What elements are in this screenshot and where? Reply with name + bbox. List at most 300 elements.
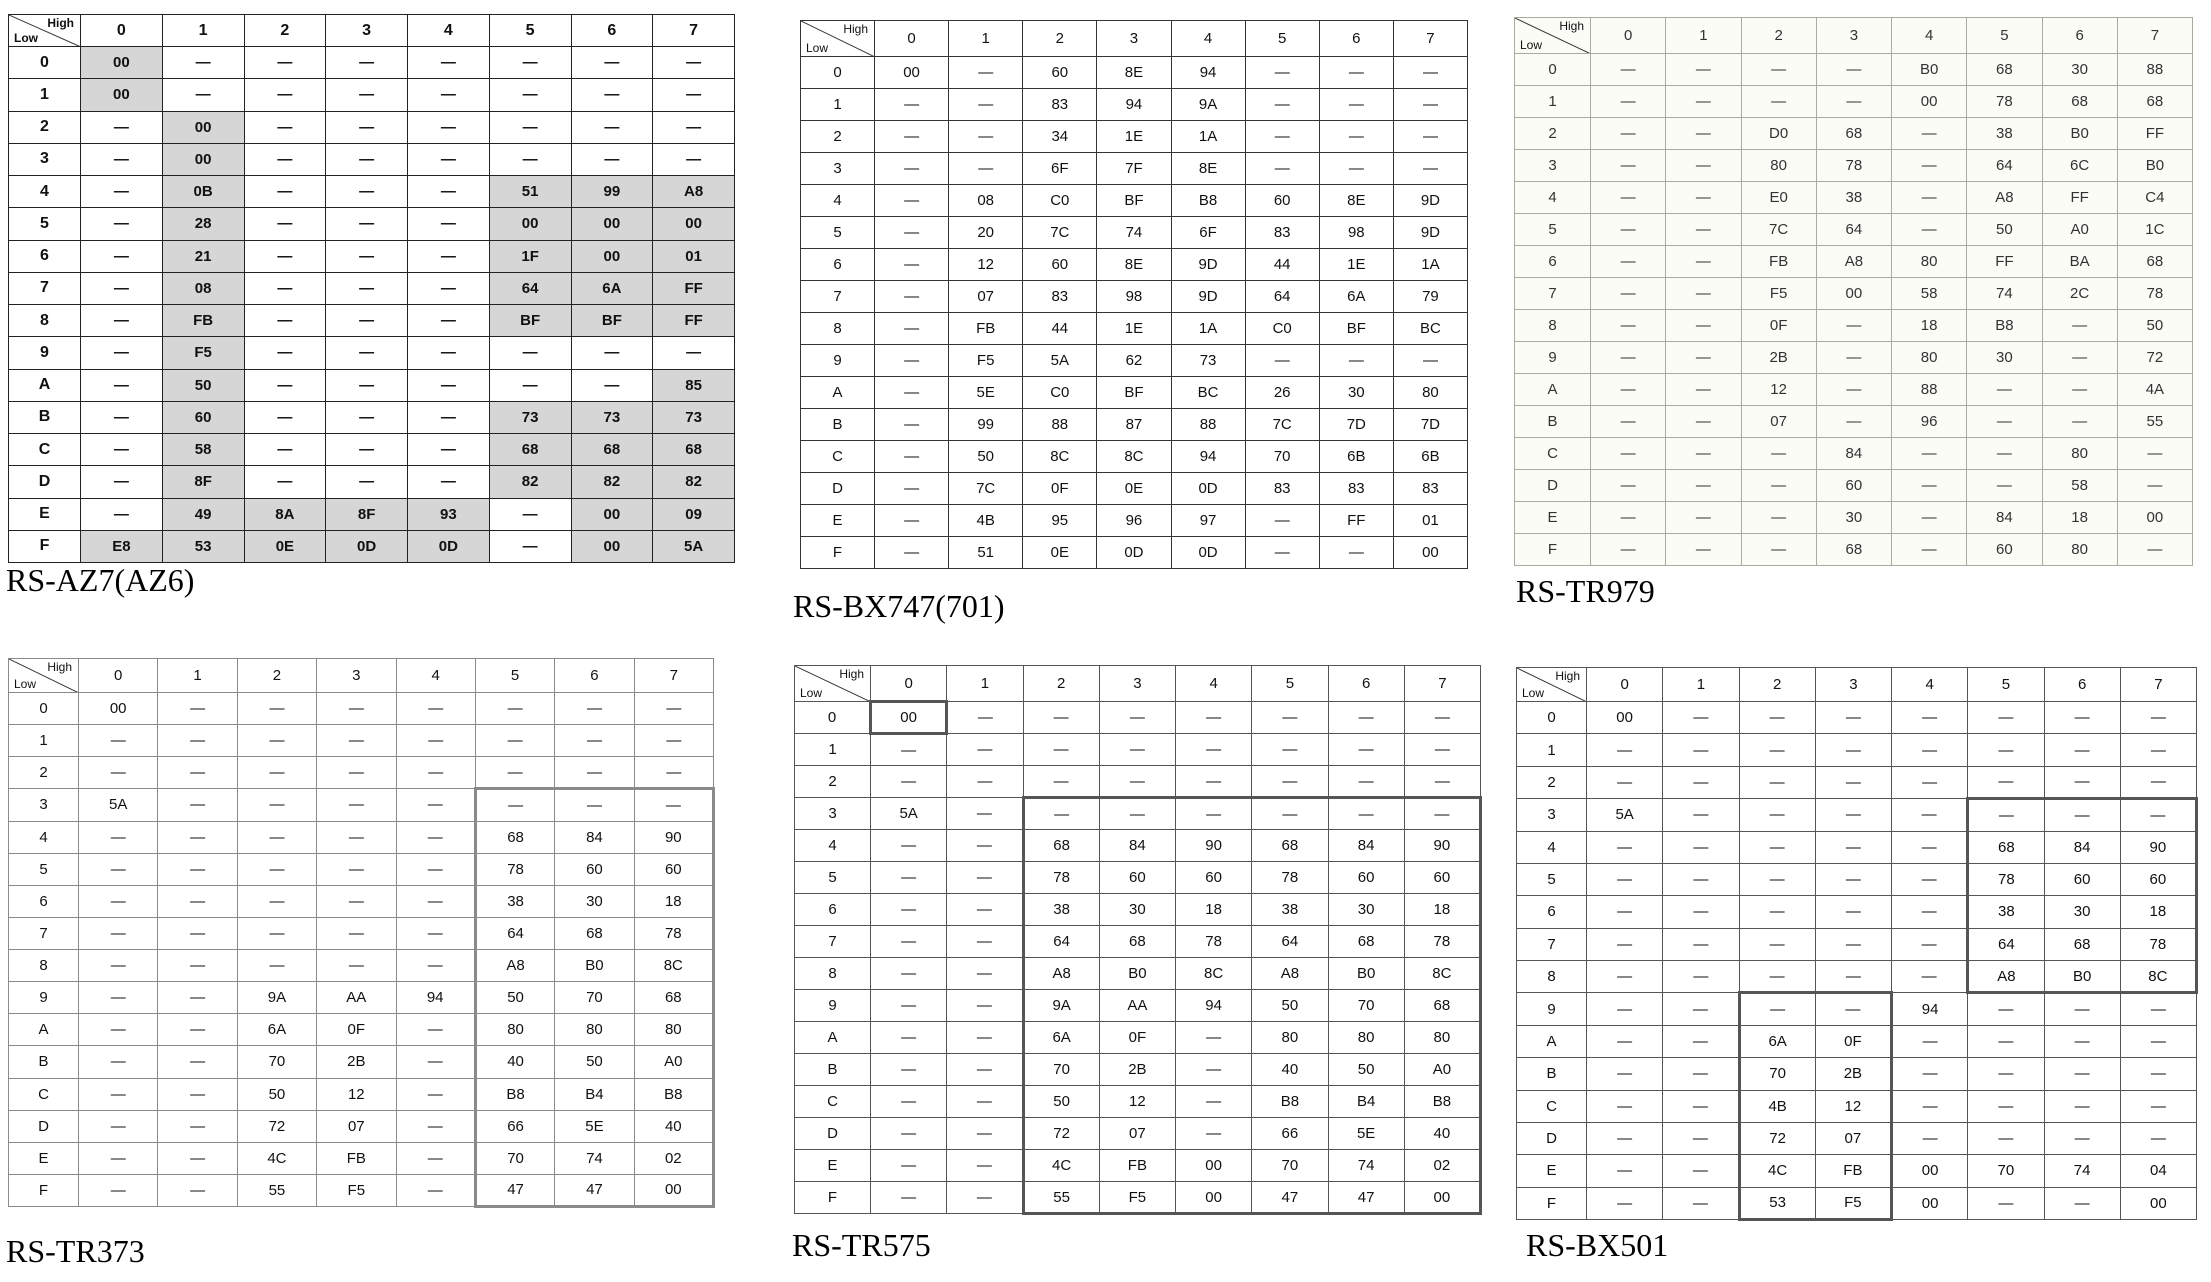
cell: — bbox=[81, 401, 163, 433]
cell: 50 bbox=[1967, 214, 2042, 246]
cell: — bbox=[947, 894, 1023, 926]
row-header-3: 3 bbox=[1515, 150, 1591, 182]
cell: 68 bbox=[653, 434, 735, 466]
cell: — bbox=[1663, 702, 1739, 734]
table-row bbox=[1515, 278, 2193, 310]
cell: 70 bbox=[1328, 990, 1404, 1022]
row-header-4: 4 bbox=[9, 176, 81, 208]
column-header-1: 1 bbox=[1666, 18, 1741, 54]
cell: — bbox=[875, 441, 949, 473]
cell: 98 bbox=[1097, 281, 1171, 313]
cell: — bbox=[1892, 534, 1967, 566]
cell: 40 bbox=[475, 1046, 554, 1078]
row-header-2: 2 bbox=[795, 766, 871, 798]
table-row bbox=[795, 1150, 1481, 1182]
cell: 00 bbox=[2117, 502, 2192, 534]
cell: 00 bbox=[79, 693, 158, 725]
table-row bbox=[1517, 1155, 2197, 1187]
cell: 60 bbox=[1816, 470, 1891, 502]
row-header-D: D bbox=[9, 1110, 79, 1142]
cell: — bbox=[326, 466, 408, 498]
table-row bbox=[1515, 150, 2193, 182]
cell: — bbox=[1319, 57, 1393, 89]
cell: — bbox=[1815, 734, 1891, 766]
table-panel-rs-tr373 bbox=[8, 658, 715, 1208]
cell: — bbox=[79, 917, 158, 949]
table-row bbox=[795, 1022, 1481, 1054]
cell: — bbox=[1023, 702, 1099, 734]
cell: AA bbox=[317, 982, 396, 1014]
cell: — bbox=[871, 894, 947, 926]
row-header-1: 1 bbox=[1517, 734, 1587, 766]
cell: 7D bbox=[1393, 409, 1467, 441]
cell: — bbox=[1815, 831, 1891, 863]
cell: 88 bbox=[1171, 409, 1245, 441]
cell: 21 bbox=[162, 240, 244, 272]
column-header-0: 0 bbox=[1591, 18, 1666, 54]
cell: — bbox=[81, 240, 163, 272]
cell: — bbox=[871, 1182, 947, 1214]
row-header-F: F bbox=[9, 530, 81, 562]
cell: 8E bbox=[1097, 57, 1171, 89]
cell: 44 bbox=[1023, 313, 1097, 345]
cell: B8 bbox=[1171, 185, 1245, 217]
cell: — bbox=[1968, 1187, 2044, 1219]
cell: 2B bbox=[1741, 342, 1816, 374]
cell: — bbox=[571, 369, 653, 401]
cell: — bbox=[1968, 734, 2044, 766]
cell: A0 bbox=[1404, 1054, 1480, 1086]
cell: 78 bbox=[1816, 150, 1891, 182]
cell: — bbox=[1815, 863, 1891, 895]
table-row bbox=[9, 530, 735, 562]
cell: BC bbox=[1393, 313, 1467, 345]
cell: — bbox=[1741, 502, 1816, 534]
cell: — bbox=[408, 79, 490, 111]
cell: — bbox=[949, 153, 1023, 185]
table-row bbox=[801, 185, 1468, 217]
cell: 64 bbox=[1816, 214, 1891, 246]
cell: 08 bbox=[949, 185, 1023, 217]
cell: — bbox=[653, 337, 735, 369]
cell: — bbox=[1892, 214, 1967, 246]
cell: — bbox=[244, 143, 326, 175]
row-header-C: C bbox=[801, 441, 875, 473]
cell: 18 bbox=[634, 885, 713, 917]
cell: — bbox=[326, 434, 408, 466]
cell: — bbox=[396, 885, 475, 917]
cell: — bbox=[1176, 1054, 1252, 1086]
cell: — bbox=[1591, 54, 1666, 86]
cell: — bbox=[1739, 961, 1815, 993]
cell: 70 bbox=[1968, 1155, 2044, 1187]
header-high-label: High bbox=[843, 22, 868, 36]
table-row bbox=[1515, 54, 2193, 86]
cell: — bbox=[158, 853, 237, 885]
row-header-7: 7 bbox=[1517, 928, 1587, 960]
row-header-8: 8 bbox=[9, 950, 79, 982]
row-header-6: 6 bbox=[1515, 246, 1591, 278]
column-header-2: 2 bbox=[1739, 668, 1815, 702]
cell: 64 bbox=[489, 272, 571, 304]
cell: 80 bbox=[555, 1014, 634, 1046]
cell: 7D bbox=[1319, 409, 1393, 441]
table-row bbox=[1517, 1122, 2197, 1154]
cell: — bbox=[2044, 1122, 2120, 1154]
cell: 74 bbox=[2044, 1155, 2120, 1187]
caption-rs-tr979: RS-TR979 bbox=[1516, 573, 1655, 609]
header-corner bbox=[9, 15, 81, 47]
cell: — bbox=[1666, 502, 1741, 534]
cell: A8 bbox=[475, 950, 554, 982]
cell: 83 bbox=[1393, 473, 1467, 505]
cell: — bbox=[1252, 766, 1328, 798]
row-header-0: 0 bbox=[9, 47, 81, 79]
cell: 53 bbox=[162, 530, 244, 562]
cell: 50 bbox=[555, 1046, 634, 1078]
cell: — bbox=[79, 821, 158, 853]
cell: — bbox=[326, 305, 408, 337]
cell: 51 bbox=[949, 537, 1023, 569]
cell: — bbox=[1587, 1025, 1663, 1057]
cell: 60 bbox=[1967, 534, 2042, 566]
cell: — bbox=[947, 1086, 1023, 1118]
cell: 02 bbox=[634, 1142, 713, 1174]
row-header-7: 7 bbox=[795, 926, 871, 958]
cell: 0D bbox=[1097, 537, 1171, 569]
cell: 38 bbox=[1252, 894, 1328, 926]
cell: — bbox=[949, 121, 1023, 153]
cell: 47 bbox=[1328, 1182, 1404, 1214]
cell: 73 bbox=[1171, 345, 1245, 377]
cell: — bbox=[326, 143, 408, 175]
column-header-3: 3 bbox=[326, 15, 408, 47]
cell: 00 bbox=[1176, 1150, 1252, 1182]
cell: — bbox=[1319, 537, 1393, 569]
cell: 60 bbox=[2120, 863, 2196, 895]
cell: — bbox=[396, 1110, 475, 1142]
cell: 9A bbox=[237, 982, 316, 1014]
table-row bbox=[795, 862, 1481, 894]
cell: 84 bbox=[1816, 438, 1891, 470]
table-row bbox=[801, 217, 1468, 249]
cell: — bbox=[408, 208, 490, 240]
cell: C4 bbox=[2117, 182, 2192, 214]
cell: 94 bbox=[1171, 441, 1245, 473]
cell: 1E bbox=[1097, 313, 1171, 345]
cell: A8 bbox=[1968, 961, 2044, 993]
cell: A8 bbox=[653, 176, 735, 208]
cell: — bbox=[158, 757, 237, 789]
table-row bbox=[1517, 1090, 2197, 1122]
cell: 64 bbox=[1245, 281, 1319, 313]
cell: — bbox=[244, 47, 326, 79]
cell: B0 bbox=[1099, 958, 1175, 990]
table-row bbox=[9, 1142, 714, 1174]
cell: 74 bbox=[1097, 217, 1171, 249]
row-header-7: 7 bbox=[9, 917, 79, 949]
cell: 50 bbox=[475, 982, 554, 1014]
table-row bbox=[9, 693, 714, 725]
caption-rs-bx747: RS-BX747(701) bbox=[793, 588, 1005, 624]
table-row bbox=[1517, 961, 2197, 993]
cell: — bbox=[1245, 89, 1319, 121]
table-row bbox=[1517, 1187, 2197, 1219]
cell: — bbox=[79, 757, 158, 789]
cell: C0 bbox=[1023, 185, 1097, 217]
cell: 08 bbox=[162, 272, 244, 304]
cell: 60 bbox=[1245, 185, 1319, 217]
cell: — bbox=[1892, 1025, 1968, 1057]
cell: — bbox=[2042, 342, 2117, 374]
cell: 18 bbox=[2120, 896, 2196, 928]
cell: — bbox=[158, 1078, 237, 1110]
row-header-5: 5 bbox=[1517, 863, 1587, 895]
cell: 07 bbox=[1099, 1118, 1175, 1150]
cell: 00 bbox=[875, 57, 949, 89]
cell: B8 bbox=[1967, 310, 2042, 342]
cell: — bbox=[2120, 702, 2196, 734]
cell: — bbox=[1591, 406, 1666, 438]
cell: — bbox=[1815, 896, 1891, 928]
cell: 70 bbox=[1023, 1054, 1099, 1086]
row-header-B: B bbox=[9, 1046, 79, 1078]
cell: — bbox=[79, 1142, 158, 1174]
cell: — bbox=[2044, 702, 2120, 734]
column-header-7: 7 bbox=[2120, 668, 2196, 702]
row-header-3: 3 bbox=[9, 789, 79, 821]
row-header-A: A bbox=[1517, 1025, 1587, 1057]
row-header-0: 0 bbox=[801, 57, 875, 89]
cell: — bbox=[162, 47, 244, 79]
cell: 78 bbox=[1023, 862, 1099, 894]
cell: 40 bbox=[1252, 1054, 1328, 1086]
row-header-4: 4 bbox=[801, 185, 875, 217]
cell: 68 bbox=[2117, 246, 2192, 278]
cell: — bbox=[871, 1150, 947, 1182]
cell: — bbox=[81, 434, 163, 466]
cell: — bbox=[1892, 118, 1967, 150]
cell: — bbox=[1663, 1155, 1739, 1187]
cell: — bbox=[875, 537, 949, 569]
cell: — bbox=[1587, 734, 1663, 766]
cell: — bbox=[1892, 502, 1967, 534]
table-row bbox=[795, 990, 1481, 1022]
cell: — bbox=[81, 369, 163, 401]
cell: 1A bbox=[1393, 249, 1467, 281]
cell: — bbox=[1741, 470, 1816, 502]
cell: — bbox=[1968, 993, 2044, 1025]
cell: 82 bbox=[571, 466, 653, 498]
cell: 98 bbox=[1319, 217, 1393, 249]
table-row bbox=[801, 537, 1468, 569]
cell: — bbox=[1892, 1090, 1968, 1122]
cell: FB bbox=[1099, 1150, 1175, 1182]
row-header-D: D bbox=[1515, 470, 1591, 502]
header-low-label: Low bbox=[806, 41, 829, 55]
cell: — bbox=[1328, 766, 1404, 798]
cell: 00 bbox=[571, 498, 653, 530]
cell: — bbox=[2042, 310, 2117, 342]
code-table-rs-bx501 bbox=[1516, 667, 2198, 1221]
cell: 60 bbox=[1176, 862, 1252, 894]
table-row bbox=[801, 409, 1468, 441]
table-row bbox=[1515, 534, 2193, 566]
cell: FF bbox=[1967, 246, 2042, 278]
cell: 94 bbox=[1171, 57, 1245, 89]
table-row bbox=[9, 305, 735, 337]
cell: A8 bbox=[1816, 246, 1891, 278]
cell: 00 bbox=[162, 143, 244, 175]
row-header-6: 6 bbox=[9, 885, 79, 917]
cell: 68 bbox=[2042, 86, 2117, 118]
cell: — bbox=[326, 337, 408, 369]
row-header-2: 2 bbox=[9, 757, 79, 789]
cell: — bbox=[396, 917, 475, 949]
header-corner bbox=[9, 659, 79, 693]
cell: — bbox=[1663, 1058, 1739, 1090]
cell: 80 bbox=[1393, 377, 1467, 409]
cell: 2B bbox=[1099, 1054, 1175, 1086]
cell: 73 bbox=[571, 401, 653, 433]
column-header-7: 7 bbox=[2117, 18, 2192, 54]
row-header-A: A bbox=[801, 377, 875, 409]
cell: 6B bbox=[1393, 441, 1467, 473]
column-header-2: 2 bbox=[1023, 666, 1099, 702]
row-header-A: A bbox=[9, 1014, 79, 1046]
cell: — bbox=[81, 498, 163, 530]
column-header-7: 7 bbox=[1393, 21, 1467, 57]
column-header-7: 7 bbox=[653, 15, 735, 47]
cell: — bbox=[1816, 86, 1891, 118]
cell: 4C bbox=[1739, 1155, 1815, 1187]
table-row bbox=[795, 894, 1481, 926]
column-header-7: 7 bbox=[634, 659, 713, 693]
cell: 12 bbox=[317, 1078, 396, 1110]
cell: — bbox=[396, 789, 475, 821]
cell: 8C bbox=[1404, 958, 1480, 990]
cell: FF bbox=[1319, 505, 1393, 537]
row-header-E: E bbox=[801, 505, 875, 537]
cell: — bbox=[244, 208, 326, 240]
cell: 60 bbox=[1328, 862, 1404, 894]
cell: — bbox=[1587, 1187, 1663, 1219]
cell: 96 bbox=[1097, 505, 1171, 537]
cell: — bbox=[317, 789, 396, 821]
header-corner bbox=[1515, 18, 1591, 54]
table-row bbox=[9, 369, 735, 401]
header-corner bbox=[795, 666, 871, 702]
cell: — bbox=[871, 958, 947, 990]
cell: — bbox=[79, 950, 158, 982]
cell: 50 bbox=[237, 1078, 316, 1110]
table-row bbox=[9, 725, 714, 757]
header-low-label: Low bbox=[14, 31, 38, 45]
cell: 1E bbox=[1097, 121, 1171, 153]
cell: 09 bbox=[653, 498, 735, 530]
table-row bbox=[795, 766, 1481, 798]
cell: — bbox=[79, 1110, 158, 1142]
cell: — bbox=[1967, 438, 2042, 470]
cell: — bbox=[408, 466, 490, 498]
cell: — bbox=[244, 369, 326, 401]
cell: B4 bbox=[555, 1078, 634, 1110]
cell: — bbox=[1591, 246, 1666, 278]
cell: 88 bbox=[1023, 409, 1097, 441]
cell: — bbox=[1591, 278, 1666, 310]
header-low-label: Low bbox=[800, 686, 823, 700]
cell: — bbox=[1892, 928, 1968, 960]
cell: 72 bbox=[1023, 1118, 1099, 1150]
cell: 2C bbox=[2042, 278, 2117, 310]
cell: — bbox=[1393, 57, 1467, 89]
cell: — bbox=[1892, 734, 1968, 766]
cell: B8 bbox=[475, 1078, 554, 1110]
cell: 12 bbox=[1099, 1086, 1175, 1118]
column-header-3: 3 bbox=[1816, 18, 1891, 54]
cell: — bbox=[1892, 150, 1967, 182]
column-header-0: 0 bbox=[81, 15, 163, 47]
cell: 01 bbox=[1393, 505, 1467, 537]
cell: — bbox=[1666, 310, 1741, 342]
cell: — bbox=[408, 176, 490, 208]
table-row bbox=[1515, 502, 2193, 534]
row-header-9: 9 bbox=[1517, 993, 1587, 1025]
row-header-B: B bbox=[801, 409, 875, 441]
column-header-4: 4 bbox=[1892, 18, 1967, 54]
table-row bbox=[9, 401, 735, 433]
cell: — bbox=[1587, 1155, 1663, 1187]
cell: — bbox=[326, 240, 408, 272]
table-row bbox=[1515, 246, 2193, 278]
cell: — bbox=[244, 401, 326, 433]
cell: — bbox=[317, 950, 396, 982]
cell: — bbox=[1892, 470, 1967, 502]
cell: 94 bbox=[1097, 89, 1171, 121]
cell: — bbox=[237, 917, 316, 949]
cell: 70 bbox=[1245, 441, 1319, 473]
cell: — bbox=[244, 240, 326, 272]
cell: C0 bbox=[1023, 377, 1097, 409]
row-header-B: B bbox=[1515, 406, 1591, 438]
cell: — bbox=[1816, 374, 1891, 406]
row-header-E: E bbox=[795, 1150, 871, 1182]
cell: 30 bbox=[1328, 894, 1404, 926]
table-row bbox=[9, 498, 735, 530]
cell: — bbox=[1404, 702, 1480, 734]
cell: — bbox=[1666, 54, 1741, 86]
cell: — bbox=[2044, 1025, 2120, 1057]
table-row bbox=[795, 958, 1481, 990]
cell: — bbox=[1663, 799, 1739, 831]
cell: 82 bbox=[653, 466, 735, 498]
cell: — bbox=[1663, 734, 1739, 766]
table-row bbox=[9, 789, 714, 821]
cell: — bbox=[1666, 470, 1741, 502]
column-header-2: 2 bbox=[1023, 21, 1097, 57]
cell: — bbox=[2042, 406, 2117, 438]
cell: 94 bbox=[1176, 990, 1252, 1022]
cell: — bbox=[1815, 961, 1891, 993]
cell: 26 bbox=[1245, 377, 1319, 409]
cell: 68 bbox=[1968, 831, 2044, 863]
row-header-6: 6 bbox=[9, 240, 81, 272]
cell: — bbox=[81, 272, 163, 304]
row-header-C: C bbox=[1515, 438, 1591, 470]
cell: — bbox=[947, 926, 1023, 958]
cell: 38 bbox=[1023, 894, 1099, 926]
cell: 9D bbox=[1393, 217, 1467, 249]
